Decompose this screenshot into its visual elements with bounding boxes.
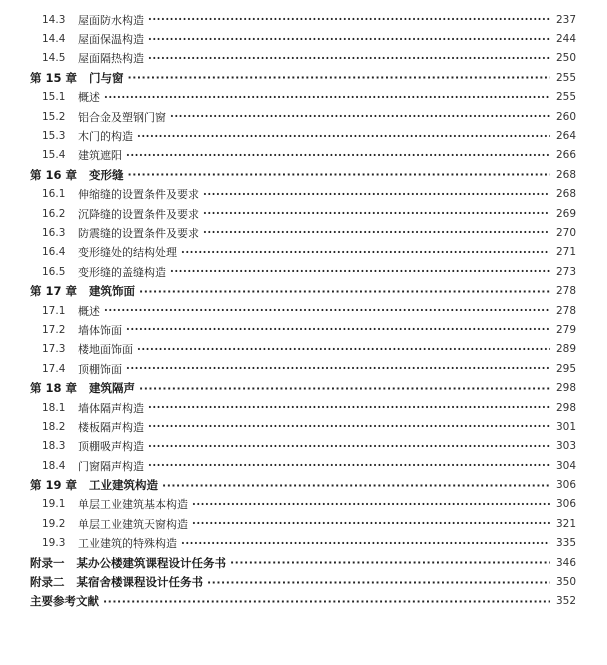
dot-leader — [104, 301, 550, 320]
dot-leader — [126, 320, 550, 339]
dot-leader — [207, 573, 550, 592]
toc-chapter-entry[interactable] — [30, 165, 576, 184]
section-title: 屋面隔热构造 — [78, 52, 144, 66]
dot-leader — [181, 243, 550, 262]
section-number: 18.1 — [42, 401, 66, 414]
dot-leader — [126, 359, 550, 378]
toc-section-entry[interactable] — [30, 223, 576, 242]
chapter-number: 第 16 章 — [30, 167, 78, 182]
toc-section-entry[interactable] — [30, 146, 576, 165]
section-title: 伸缩缝的设置条件及要求 — [78, 188, 199, 202]
toc-section-entry[interactable] — [30, 514, 576, 533]
dot-leader — [137, 127, 550, 146]
toc-section-entry[interactable] — [30, 10, 576, 29]
dot-leader — [230, 553, 550, 572]
page-number: 350 — [555, 576, 576, 589]
page-number: 255 — [555, 71, 576, 84]
dot-leader — [139, 379, 550, 398]
toc-section-entry[interactable] — [30, 88, 576, 107]
toc-chapter-entry[interactable] — [30, 553, 576, 572]
page-number: 298 — [555, 401, 576, 414]
section-number: 14.5 — [42, 52, 66, 65]
page-number: 306 — [555, 479, 576, 492]
page-number: 244 — [555, 33, 576, 46]
dot-leader — [181, 534, 550, 553]
page-number: 352 — [555, 595, 576, 608]
section-number: 16.3 — [42, 226, 66, 239]
section-number: 15.4 — [42, 149, 66, 162]
section-number: 14.4 — [42, 33, 66, 46]
section-number: 15.1 — [42, 91, 66, 104]
section-title: 概述 — [78, 304, 100, 318]
dot-leader — [148, 398, 550, 417]
chapter-number: 第 15 章 — [30, 70, 78, 85]
dot-leader — [203, 223, 550, 242]
page-number: 250 — [555, 52, 576, 65]
toc-section-entry[interactable] — [30, 126, 576, 145]
page-number: 268 — [555, 188, 576, 201]
section-number: 18.2 — [42, 420, 66, 433]
section-number: 19.3 — [42, 537, 66, 550]
section-number: 18.3 — [42, 440, 66, 453]
dot-leader — [139, 282, 550, 301]
page-number: 306 — [555, 498, 576, 511]
section-number: 18.4 — [42, 459, 66, 472]
chapter-title: 建筑饰面 — [89, 284, 136, 299]
page-number: 303 — [555, 440, 576, 453]
page-number: 278 — [555, 304, 576, 317]
section-title: 防震缝的设置条件及要求 — [78, 226, 199, 240]
section-number: 17.3 — [42, 343, 66, 356]
toc-section-entry[interactable] — [30, 262, 576, 281]
dot-leader — [137, 340, 550, 359]
dot-leader — [103, 592, 550, 611]
section-title: 墙体隔声构造 — [78, 401, 144, 415]
chapter-title: 某宿舍楼课程设计任务书 — [76, 575, 203, 590]
chapter-number: 附录一 — [30, 555, 65, 570]
toc-section-entry[interactable] — [30, 398, 576, 417]
toc-section-entry[interactable] — [30, 49, 576, 68]
chapter-title: 某办公楼建筑课程设计任务书 — [76, 555, 226, 570]
page-number: 270 — [555, 226, 576, 239]
page-number: 271 — [555, 246, 576, 259]
page-number: 346 — [555, 556, 576, 569]
toc-section-entry[interactable] — [30, 204, 576, 223]
toc-section-entry[interactable] — [30, 534, 576, 553]
chapter-title: 工业建筑构造 — [89, 478, 159, 493]
dot-leader — [148, 456, 550, 475]
toc-section-entry[interactable] — [30, 107, 576, 126]
section-title: 概述 — [78, 91, 100, 105]
toc-section-entry[interactable] — [30, 437, 576, 456]
page-number: 278 — [555, 285, 576, 298]
chapter-number: 第 18 章 — [30, 381, 78, 396]
section-number: 16.4 — [42, 246, 66, 259]
chapter-title: 变形缝 — [89, 167, 124, 182]
page-number: 273 — [555, 265, 576, 278]
section-number: 16.1 — [42, 188, 66, 201]
section-title: 顶棚吸声构造 — [78, 440, 144, 454]
section-title: 沉降缝的设置条件及要求 — [78, 207, 199, 221]
page-number: 255 — [555, 91, 576, 104]
table-of-contents — [30, 10, 576, 611]
dot-leader — [148, 437, 550, 456]
dot-leader — [162, 476, 550, 495]
toc-section-entry[interactable] — [30, 359, 576, 378]
page-number: 269 — [555, 207, 576, 220]
section-number: 19.1 — [42, 498, 66, 511]
chapter-title: 主要参考文献 — [30, 594, 99, 609]
section-number: 17.1 — [42, 304, 66, 317]
section-title: 屋面防水构造 — [78, 13, 144, 27]
toc-section-entry[interactable] — [30, 185, 576, 204]
section-title: 墙体饰面 — [78, 323, 122, 337]
dot-leader — [126, 146, 550, 165]
chapter-number: 附录二 — [30, 575, 65, 590]
section-title: 木门的构造 — [78, 130, 133, 144]
section-number: 19.2 — [42, 517, 66, 530]
page-number: 295 — [555, 362, 576, 375]
toc-section-entry[interactable] — [30, 320, 576, 339]
section-title: 顶棚饰面 — [78, 362, 122, 376]
toc-section-entry[interactable] — [30, 456, 576, 475]
section-number: 16.5 — [42, 265, 66, 278]
page-number: 279 — [555, 323, 576, 336]
section-number: 15.3 — [42, 130, 66, 143]
toc-chapter-entry[interactable] — [30, 572, 576, 591]
section-number: 17.2 — [42, 323, 66, 336]
section-number: 14.3 — [42, 13, 66, 26]
section-title: 楼地面饰面 — [78, 343, 133, 357]
page-number: 321 — [555, 517, 576, 530]
page-number: 298 — [555, 382, 576, 395]
dot-leader — [203, 185, 550, 204]
page-number: 266 — [555, 149, 576, 162]
page-number: 237 — [555, 13, 576, 26]
page-number: 289 — [555, 343, 576, 356]
toc-section-entry[interactable] — [30, 301, 576, 320]
dot-leader — [128, 68, 550, 87]
page-number: 301 — [555, 420, 576, 433]
toc-section-entry[interactable] — [30, 340, 576, 359]
chapter-title: 建筑隔声 — [89, 381, 136, 396]
toc-section-entry[interactable] — [30, 417, 576, 436]
section-number: 16.2 — [42, 207, 66, 220]
page-number: 264 — [555, 130, 576, 143]
section-title: 单层工业建筑基本构造 — [78, 498, 188, 512]
dot-leader — [148, 30, 550, 49]
toc-chapter-entry[interactable] — [30, 378, 576, 397]
toc-section-entry[interactable] — [30, 29, 576, 48]
chapter-title: 门与窗 — [89, 70, 124, 85]
section-number: 17.4 — [42, 362, 66, 375]
section-title: 工业建筑的特殊构造 — [78, 537, 177, 551]
toc-chapter-entry[interactable] — [30, 281, 576, 300]
section-title: 铝合金及塑钢门窗 — [78, 110, 166, 124]
dot-leader — [148, 49, 550, 68]
dot-leader — [128, 165, 550, 184]
section-title: 变形缝的盖缝构造 — [78, 265, 166, 279]
dot-leader — [170, 107, 550, 126]
chapter-number: 第 19 章 — [30, 478, 78, 493]
section-title: 门窗隔声构造 — [78, 459, 144, 473]
toc-chapter-entry[interactable] — [30, 68, 576, 87]
dot-leader — [192, 495, 550, 514]
section-title: 屋面保温构造 — [78, 33, 144, 47]
page-number: 268 — [555, 168, 576, 181]
toc-chapter-entry[interactable] — [30, 475, 576, 494]
dot-leader — [148, 417, 550, 436]
dot-leader — [203, 204, 550, 223]
dot-leader — [104, 88, 550, 107]
chapter-number: 第 17 章 — [30, 284, 78, 299]
toc-chapter-entry[interactable] — [30, 592, 576, 611]
section-title: 变形缝处的结构处理 — [78, 246, 177, 260]
page-number: 335 — [555, 537, 576, 550]
section-title: 单层工业建筑天窗构造 — [78, 517, 188, 531]
dot-leader — [170, 262, 550, 281]
section-title: 楼板隔声构造 — [78, 420, 144, 434]
toc-section-entry[interactable] — [30, 495, 576, 514]
section-number: 15.2 — [42, 110, 66, 123]
toc-section-entry[interactable] — [30, 243, 576, 262]
page-number: 260 — [555, 110, 576, 123]
dot-leader — [192, 514, 550, 533]
section-title: 建筑遮阳 — [78, 149, 122, 163]
page-number: 304 — [555, 459, 576, 472]
dot-leader — [148, 10, 550, 29]
